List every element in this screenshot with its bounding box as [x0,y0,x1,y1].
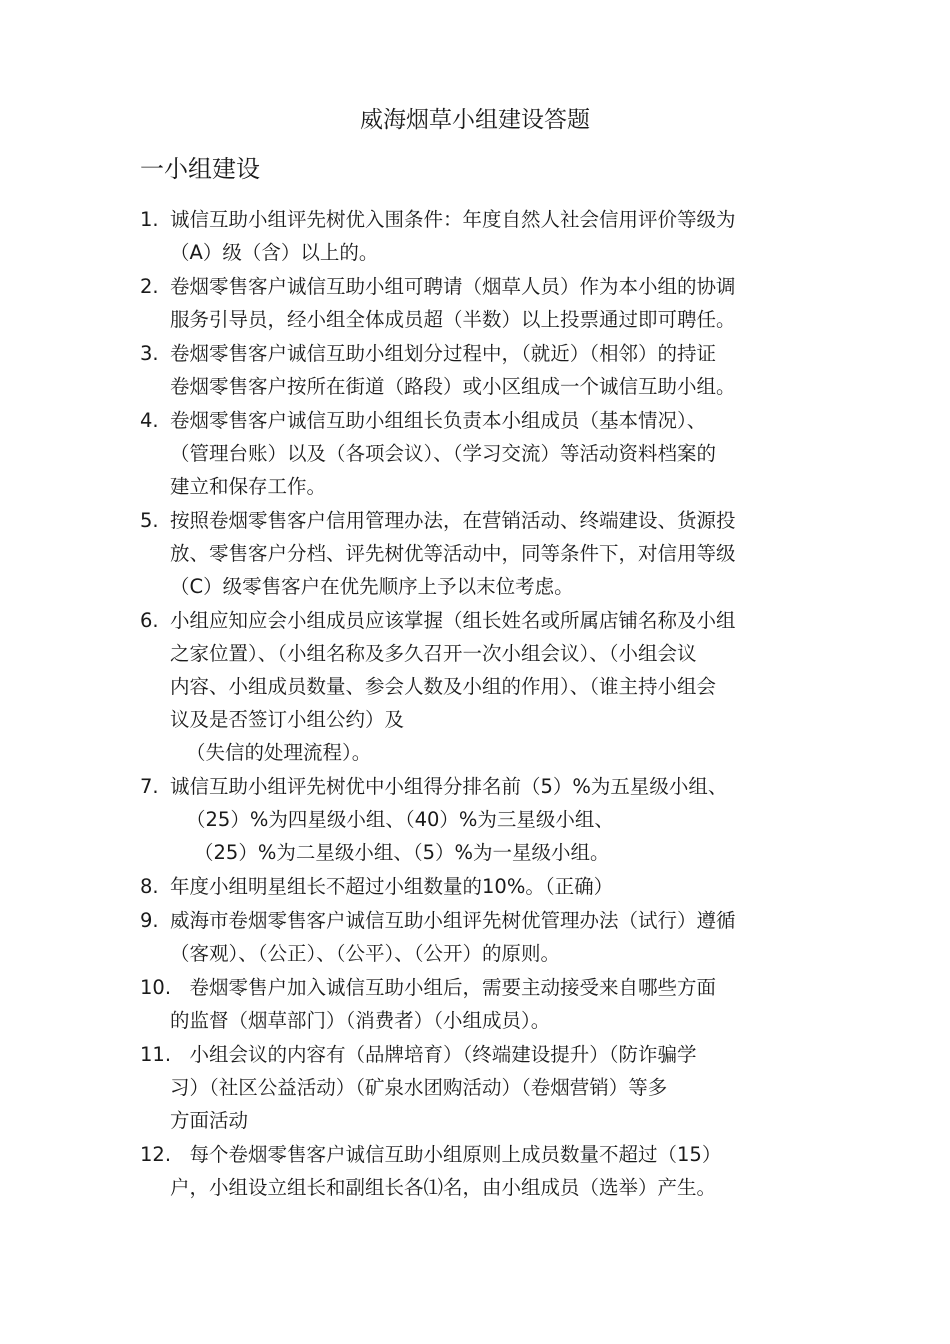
item-text-line: 小组会议的内容有（品牌培育）（终端建设提升）（防诈骗学 [170,1043,697,1066]
item-number: 1. [140,208,159,231]
item-text-line: 服务引导员，经小组全体成员超（半数）以上投票通过即可聘任。 [170,308,736,331]
item-text-line: 按照卷烟零售客户信用管理办法，在营销活动、终端建设、货源投 [170,509,736,532]
item-number: 10. [140,976,172,999]
item-number: 9. [140,909,159,932]
item-text-line: 年度小组明星组长不超过小组数量的10%。（正确） [170,875,614,898]
list-item [140,337,830,403]
list-item [140,1038,830,1137]
item-text-line: 每个卷烟零售客户诚信互助小组原则上成员数量不超过（15） [170,1143,722,1166]
list-item [140,904,830,970]
item-text-line: 威海市卷烟零售客户诚信互助小组评先树优管理办法（试行）遵循 [170,909,736,932]
item-text-line: （失信的处理流程）。 [186,741,372,764]
item-text-line: 卷烟零售客户诚信互助小组划分过程中，（就近）（相邻）的持证 [170,342,717,365]
item-number: 2. [140,275,159,298]
list-item [140,203,830,269]
list-item [140,504,830,603]
item-text-line: 小组应知应会小组成员应该掌握（组长姓名或所属店铺名称及小组 [170,609,736,632]
item-number: 7. [140,775,159,798]
item-text-line: 卷烟零售客户诚信互助小组组长负责本小组成员（基本情况）、 [170,409,707,432]
item-number: 3. [140,342,159,365]
list-item [140,870,830,903]
question-list [140,203,830,1204]
item-text-line: 诚信互助小组评先树优入围条件：年度自然人社会信用评价等级为 [170,208,736,231]
item-text-line: （25）%为四星级小组、（40）%为三星级小组、 [186,808,614,831]
list-item [140,404,830,503]
item-text-line: （C）级零售客户在优先顺序上予以末位考虑。 [170,575,574,598]
item-text-line: （客观）、（公正）、（公平）、（公开）的原则。 [170,942,561,965]
item-text-line: 内容、小组成员数量、参会人数及小组的作用）、（谁主持小组会 [170,675,717,698]
item-number: 6. [140,609,159,632]
list-item [140,971,830,1037]
section-heading: 一小组建设 [140,155,260,183]
item-text-line: 户，小组设立组长和副组长各⑴名，由小组成员（选举）产生。 [170,1176,717,1199]
item-text-line: 方面活动 [170,1109,249,1132]
item-text-line: 议及是否签订小组公约）及 [170,708,405,731]
item-text-line: 之家位置）、（小组名称及多久召开一次小组会议）、（小组会议 [170,642,697,665]
list-item [140,1138,830,1204]
item-text-line: （管理台账）以及（各项会议）、（学习交流）等活动资料档案的 [170,442,717,465]
item-number: 8. [140,875,159,898]
item-text-line: 卷烟零售客户按所在街道（路段）或小区组成一个诚信互助小组。 [170,375,736,398]
item-text-line: 诚信互助小组评先树优中小组得分排名前（5）%为五星级小组、 [170,775,728,798]
item-text-line: 放、零售客户分档、评先树优等活动中，同等条件下，对信用等级 [170,542,736,565]
list-item [140,770,830,869]
item-text-line: 卷烟零售客户诚信互助小组可聘请（烟草人员）作为本小组的协调 [170,275,736,298]
item-text-line: 的监督（烟草部门）（消费者）（小组成员）。 [170,1009,551,1032]
list-item [140,604,830,769]
list-item [140,270,830,336]
item-text-line: （A）级（含）以上的。 [170,241,379,264]
item-text-line: 建立和保存工作。 [170,475,327,498]
item-text-line: 习）（社区公益活动）（矿泉水团购活动）（卷烟营销）等多 [170,1076,668,1099]
item-number: 12. [140,1143,172,1166]
document-title: 威海烟草小组建设答题 [360,107,590,133]
item-number: 4. [140,409,159,432]
item-text-line: 卷烟零售户加入诚信互助小组后，需要主动接受来自哪些方面 [170,976,717,999]
item-number: 5. [140,509,159,532]
item-text-line: （25）%为二星级小组、（5）%为一星级小组。 [194,841,610,864]
item-number: 11. [140,1043,172,1066]
